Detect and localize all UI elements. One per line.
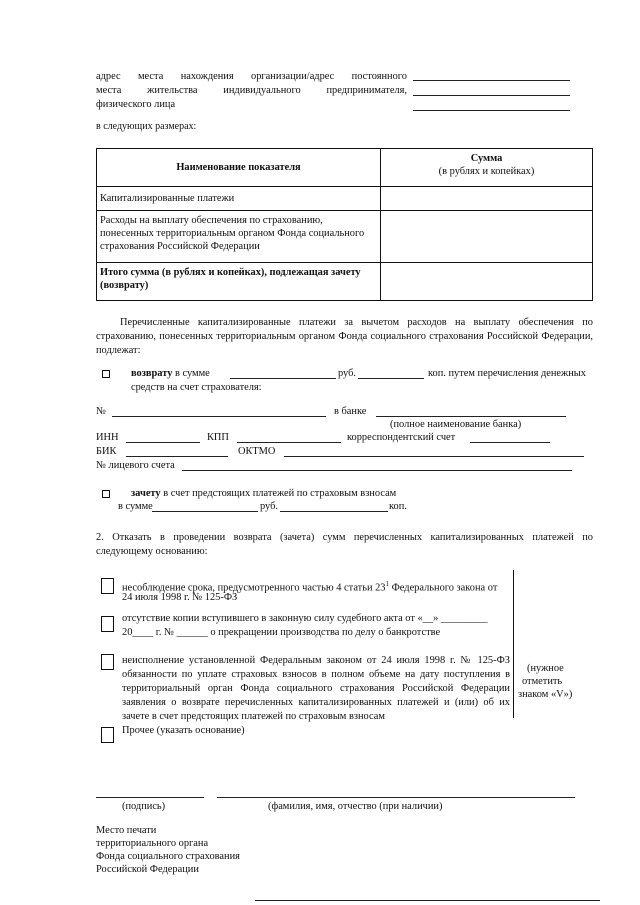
address-label-line1: адрес места нахождения организации/адрес постоянного <box>96 71 407 82</box>
refund-kop-field[interactable] <box>358 378 424 379</box>
reason-1-text-b: Федерального закона от <box>389 582 498 594</box>
sizes-label: в следующих размерах: <box>96 121 197 132</box>
corr-account-label: корреспондентский счет <box>347 432 456 443</box>
bik-field[interactable] <box>126 456 228 457</box>
offset-sum-label: в сумме <box>118 501 153 512</box>
offset-rub-field[interactable] <box>152 511 258 512</box>
refund-line <box>131 367 210 381</box>
bottom-rule <box>255 900 600 901</box>
address-field-1[interactable] <box>413 80 570 81</box>
note-line2: отметить <box>522 676 563 687</box>
refund-bold: возврату <box>131 368 173 379</box>
row-name: Капитализированные платежи <box>97 187 381 211</box>
header-name: Наименование показателя <box>97 149 381 187</box>
stamp-line2: территориального органа <box>96 838 209 849</box>
reason-2-checkbox[interactable] <box>101 616 114 632</box>
fio-field[interactable] <box>217 797 575 798</box>
header-sum-unit: (в рублях и копейках) <box>438 166 535 177</box>
refund-kop-label: коп. путем перечисления денежных <box>428 368 586 379</box>
offset-kop-label: коп. <box>389 501 407 512</box>
paragraph: Перечисленные капитализированные платежи за вычетом расходов на выплату обеспечения по страхованию, понесенных территориальным органом Фонда социального страхования Российской Федерации, подлежат: <box>96 317 593 356</box>
personal-account-label: № лицевого счета <box>96 460 175 471</box>
inn-field[interactable] <box>126 442 200 443</box>
address-field-3[interactable] <box>413 110 570 111</box>
bank-hint: (полное наименование банка) <box>390 419 522 430</box>
refusal-heading2: следующему основанию: <box>96 546 208 557</box>
reason-3-text: неисполнение установленной Федеральным законом от 24 июля 1998 г. № 125-ФЗ обязанности по уплате страховых взносов в полном объеме на дату поступления в территориальный орган Фонда социального страхования Российской Федерации заявления о возврате перечисленных капитализированных платежей и (или) об их зачете в счет предстоящих платежей по страховым взносам <box>122 655 510 722</box>
reason-1-sup: 1 <box>385 580 389 588</box>
reason-4-checkbox[interactable] <box>101 727 114 743</box>
table-header-row <box>97 149 593 187</box>
account-no-field[interactable] <box>112 416 326 417</box>
offset-line <box>131 487 396 501</box>
stamp-line4: Российской Федерации <box>96 864 199 875</box>
stamp-line1: Место печати <box>96 825 157 836</box>
table-row <box>97 211 593 263</box>
reason-2-line1: отсутствие копии вступившего в законную силу судебного акта от «__» _________ <box>122 613 488 624</box>
reason-3-checkbox[interactable] <box>101 654 114 670</box>
account-no-label: № <box>96 406 106 417</box>
row-name: Расходы на выплату обеспечения по страхованию, понесенных территориальным органом Фонда социального страхования Российской Федерации <box>97 211 381 263</box>
bik-label: БИК <box>96 446 117 457</box>
note-line3: знаком «V») <box>518 689 573 700</box>
reason-1-checkbox[interactable] <box>101 578 114 594</box>
refund-line2: средств на счет страхователя: <box>131 382 262 393</box>
reason-1-text: несоблюдение срока, предусмотренного частью 4 статьи 23 <box>122 582 386 594</box>
amounts-table <box>96 148 593 301</box>
refund-checkbox[interactable] <box>102 370 110 378</box>
refund-rub-field[interactable] <box>230 378 336 379</box>
kpp-label: КПП <box>207 432 229 443</box>
row-sum-cell[interactable] <box>381 263 593 301</box>
oktmo-field[interactable] <box>284 456 584 457</box>
bank-field[interactable] <box>376 416 566 417</box>
offset-rub-label: руб. <box>260 501 279 512</box>
header-sum <box>381 149 593 187</box>
offset-checkbox[interactable] <box>102 490 110 498</box>
stamp-line3: Фонда социального страхования <box>96 851 240 862</box>
kpp-field[interactable] <box>237 442 341 443</box>
row-sum-cell[interactable] <box>381 211 593 263</box>
bank-label: в банке <box>334 406 367 417</box>
refund-sum-label: в сумме <box>175 368 210 379</box>
reason-2-line2: 20____ г. № ______ о прекращении производства по делу о банкротстве <box>122 627 441 638</box>
signature-field[interactable] <box>96 797 204 798</box>
fio-label: (фамилия, имя, отчество (при наличии) <box>268 801 443 812</box>
table-row <box>97 263 593 301</box>
address-field-2[interactable] <box>413 95 570 96</box>
address-label-line3: физического лица <box>96 99 176 110</box>
table-row <box>97 187 593 211</box>
offset-bold: зачету <box>131 488 161 499</box>
row-name: Итого сумма (в рублях и копейках), подлежащая зачету (возврату) <box>97 263 381 301</box>
oktmo-label: ОКТМО <box>238 446 276 457</box>
refusal-heading: 2. Отказать в проведении возврата (зачета) сумм перечисленных капитализированных платежей по <box>96 532 593 543</box>
corr-account-field[interactable] <box>470 442 550 443</box>
offset-text: в счет предстоящих платежей по страховым взносам <box>163 488 397 499</box>
address-label-line2: места жительства индивидуального предпринимателя, <box>96 85 407 96</box>
offset-kop-field[interactable] <box>280 511 388 512</box>
reason-4-text: Прочее (указать основание) <box>122 725 245 736</box>
note-divider <box>513 570 514 718</box>
header-sum-title: Сумма <box>470 153 503 164</box>
personal-account-field[interactable] <box>182 470 572 471</box>
inn-label: ИНН <box>96 432 119 443</box>
signature-label: (подпись) <box>122 801 166 812</box>
row-sum-cell[interactable] <box>381 187 593 211</box>
note-line1: (нужное <box>527 663 564 674</box>
reason-1-line2: 24 июля 1998 г. № 125-ФЗ <box>122 592 238 603</box>
refund-rub-label: руб. <box>338 368 357 379</box>
